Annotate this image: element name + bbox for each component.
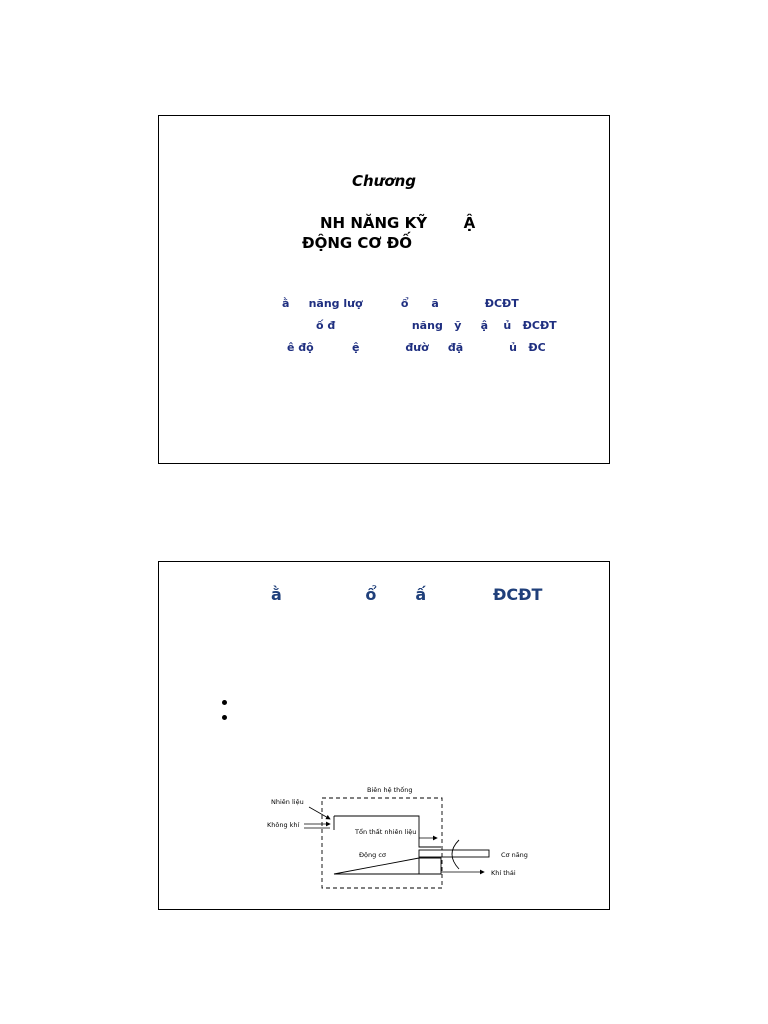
fuel-loss-label: Tổn thất nhiên liệu — [355, 828, 417, 836]
outline-item-1: ằ năng lượ ổ ã ĐCĐT — [282, 297, 519, 310]
bullet-point — [222, 715, 227, 720]
system-boundary — [322, 798, 442, 888]
chapter-title-line-1: NH NĂNG KỸ Ậ — [320, 214, 476, 232]
slide-2 — [158, 561, 610, 910]
output-shaft — [419, 850, 489, 857]
bullet-point — [222, 700, 227, 705]
outline-item-3: ê độ ệ đườ đặ ủ ĐC — [287, 341, 546, 354]
slide-heading: ằ ổ ấ ĐCĐT — [271, 585, 543, 604]
chapter-title-line-2: ĐỘNG CƠ ĐỐ — [302, 234, 413, 252]
chapter-label: Chương — [351, 172, 417, 190]
engine-label: Động cơ — [359, 851, 386, 859]
exhaust-label: Khí thải — [491, 869, 516, 877]
fuel-label: Nhiên liệu — [271, 798, 304, 806]
air-label: Không khí — [267, 821, 300, 829]
slide-1 — [158, 115, 610, 464]
fuel-arrow — [309, 807, 330, 819]
energy-balance-diagram — [259, 774, 559, 899]
outline-item-2: ố đ năng ỹ ậ ủ ĐCĐT — [316, 319, 557, 332]
engine-body — [334, 816, 441, 874]
rotation-arrow — [452, 840, 459, 869]
mech-energy-label: Cơ năng — [501, 851, 528, 859]
boundary-label: Biên hệ thống — [367, 786, 413, 794]
